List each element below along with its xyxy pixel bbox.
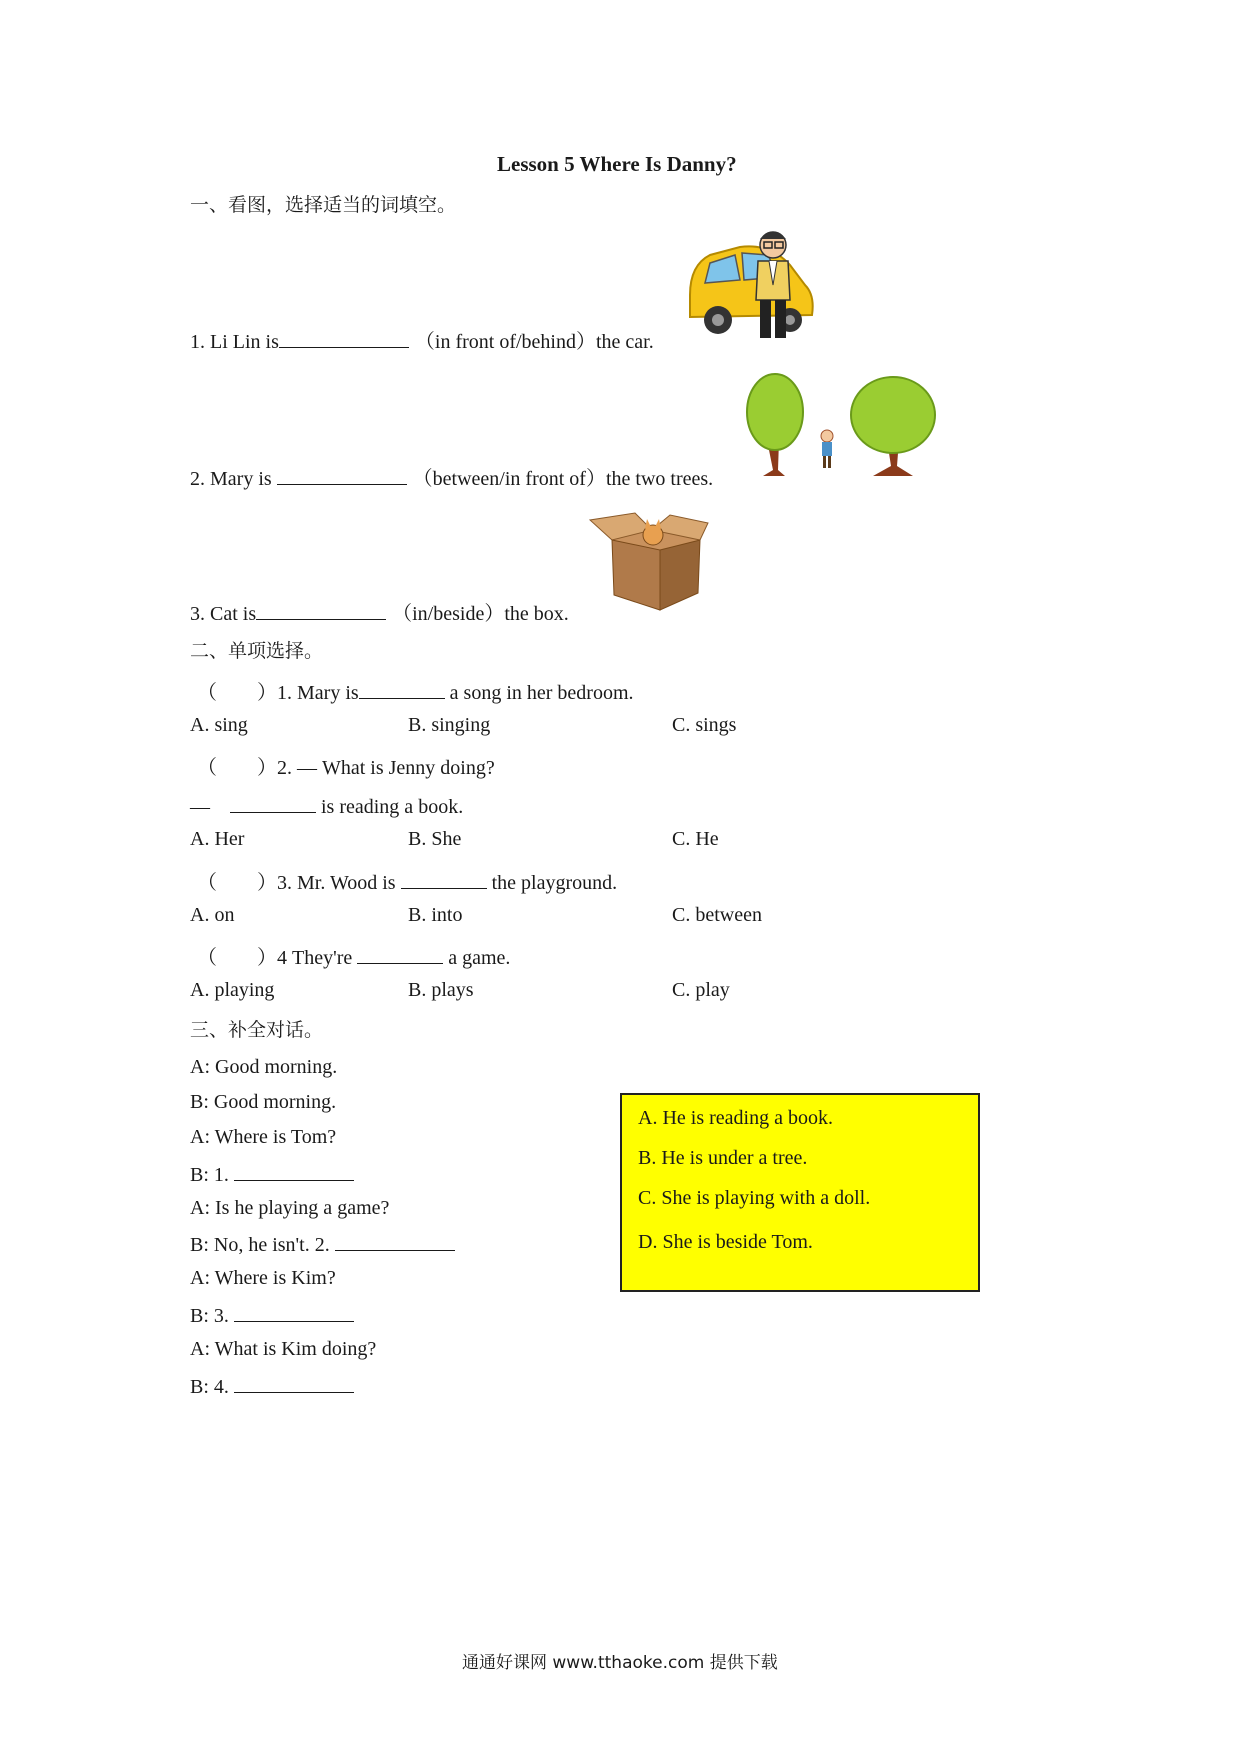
dialog-text: B: 1. — [190, 1164, 229, 1186]
dialog-text: B: No, he isn't. 2. — [190, 1234, 330, 1256]
mc-option-b[interactable]: B. singing — [408, 714, 491, 736]
q3-hint: （in/beside）the box. — [392, 603, 569, 625]
answer-blank — [359, 680, 445, 699]
question-1-1 — [190, 325, 654, 354]
answer-blank[interactable] — [256, 601, 386, 620]
dialog-line-blank-2 — [190, 1232, 455, 1257]
dialog-line: A: What is Kim doing? — [190, 1338, 377, 1360]
dialog-line: A: Good morning. — [190, 1056, 338, 1078]
mc-option-c[interactable]: C. He — [672, 828, 719, 850]
answer-bracket[interactable]: （ ） — [197, 947, 277, 969]
answer-bracket[interactable]: （ ） — [197, 682, 277, 704]
dialog-text: B: 4. — [190, 1376, 229, 1398]
q1-text: 1. Mary is — [277, 682, 359, 704]
mc-option-b[interactable]: B. into — [408, 904, 463, 926]
dialog-text: B: 3. — [190, 1305, 229, 1327]
q2-hint: （between/in front of）the two trees. — [412, 468, 714, 490]
mc-option-b[interactable]: B. She — [408, 828, 462, 850]
answer-blank[interactable] — [234, 1374, 354, 1393]
mc-question-1 — [197, 676, 634, 705]
q3-prefix: 3. Cat is — [190, 603, 257, 625]
q4-text-end: a game. — [448, 947, 511, 969]
answer-blank[interactable] — [279, 329, 409, 348]
q2-answer-text: is reading a book. — [321, 796, 464, 818]
mc-option-c[interactable]: C. sings — [672, 714, 737, 736]
answer-bracket[interactable]: （ ） — [197, 872, 277, 894]
answer-blank — [230, 794, 316, 813]
question-1-2 — [190, 462, 713, 491]
q3-text-end: the playground. — [491, 872, 618, 894]
mc-option-a[interactable]: A. Her — [190, 828, 245, 850]
dialog-line-blank-3 — [190, 1303, 354, 1328]
mc-question-2 — [197, 751, 495, 780]
mc-option-a[interactable]: A. sing — [190, 714, 248, 736]
q4-text: 4 They're — [277, 947, 353, 969]
answer-blank[interactable] — [234, 1303, 354, 1322]
box-option-c: C. She is playing with a doll. — [638, 1187, 871, 1209]
mc-question-4 — [197, 941, 510, 970]
answer-blank[interactable] — [335, 1232, 455, 1251]
answer-blank — [357, 945, 443, 964]
q3-text: 3. Mr. Wood is — [277, 872, 396, 894]
q1-hint: （in front of/behind）the car. — [414, 331, 654, 353]
q1-text-end: a song in her bedroom. — [449, 682, 634, 704]
answer-blank — [401, 870, 487, 889]
q1-prefix: 1. Li Lin is — [190, 331, 279, 353]
page-footer: 通通好课网 www.tthaoke.com 提供下载 — [462, 1653, 778, 1673]
section2-heading: 二、单项选择。 — [190, 640, 324, 662]
dash: — — [190, 796, 210, 818]
mc-option-a[interactable]: A. on — [190, 904, 235, 926]
trees-and-girl-illustration — [745, 370, 935, 480]
dialog-line: A: Where is Kim? — [190, 1267, 336, 1289]
answer-blank[interactable] — [277, 466, 407, 485]
mc-question-2-answer — [190, 790, 463, 819]
dialog-line-blank-4 — [190, 1374, 354, 1399]
cat-in-box-illustration — [590, 505, 710, 615]
man-with-car-illustration — [680, 225, 820, 345]
q2-prefix: 2. Mary is — [190, 468, 272, 490]
dialog-line: A: Where is Tom? — [190, 1126, 337, 1148]
question-1-3 — [190, 597, 569, 626]
dialog-line-blank-1 — [190, 1162, 354, 1187]
page-title: Lesson 5 Where Is Danny? — [497, 152, 737, 176]
dialog-line: A: Is he playing a game? — [190, 1197, 390, 1219]
section3-heading: 三、补全对话。 — [190, 1019, 324, 1041]
section1-heading: 一、看图，选择适当的词填空。 — [190, 194, 457, 216]
mc-option-c[interactable]: C. between — [672, 904, 762, 926]
mc-option-a[interactable]: A. playing — [190, 979, 275, 1001]
dialog-line: B: Good morning. — [190, 1091, 337, 1113]
box-option-d: D. She is beside Tom. — [638, 1231, 813, 1253]
answer-bracket[interactable]: （ ） — [197, 757, 277, 779]
box-option-b: B. He is under a tree. — [638, 1147, 808, 1169]
box-option-a: A. He is reading a book. — [638, 1107, 833, 1129]
mc-option-c[interactable]: C. play — [672, 979, 730, 1001]
mc-option-b[interactable]: B. plays — [408, 979, 474, 1001]
answer-options-box — [620, 1093, 980, 1292]
q2-text: 2. — What is Jenny doing? — [277, 757, 495, 779]
answer-blank[interactable] — [234, 1162, 354, 1181]
mc-question-3 — [197, 866, 617, 895]
